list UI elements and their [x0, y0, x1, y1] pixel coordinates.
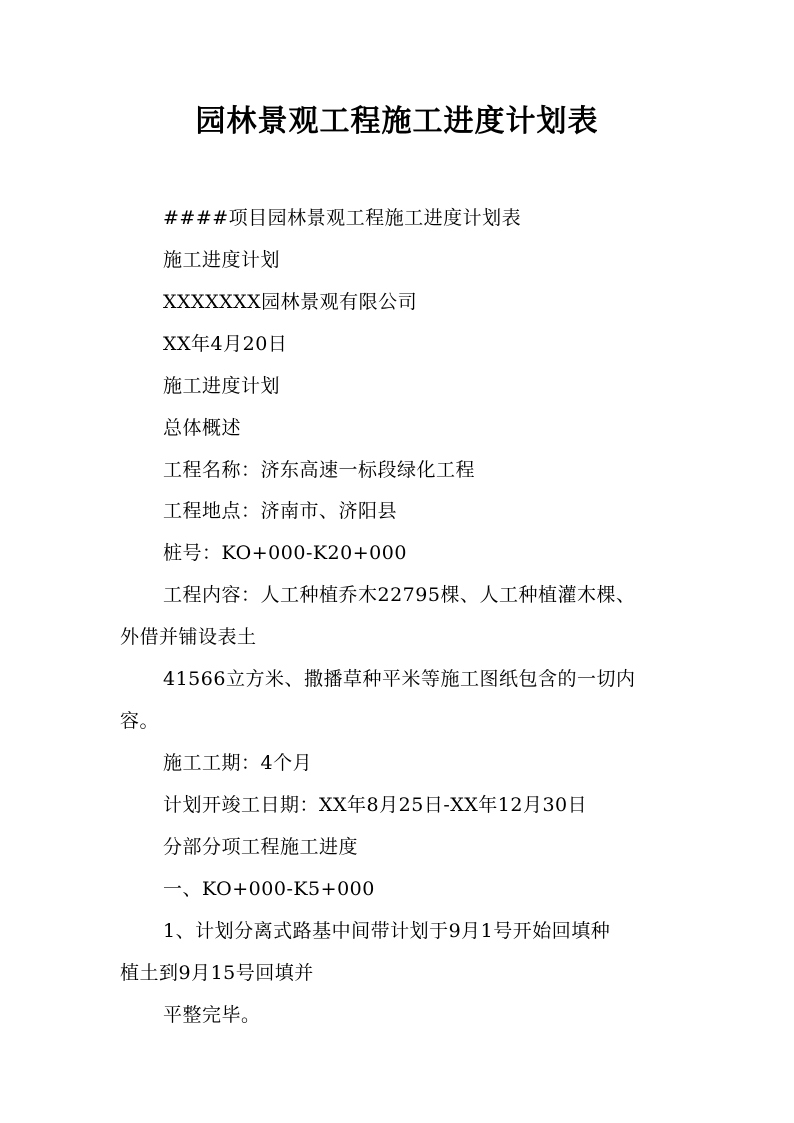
work-content-quantity-line: 41566立方米、撒播草种平米等施工图纸包含的一切内	[163, 668, 636, 690]
subsection-progress-heading: 分部分项工程施工进度	[163, 836, 359, 858]
company-name-line: XXXXXXX园林景观有限公司	[163, 291, 418, 313]
document-title: 园林景观工程施工进度计划表	[195, 104, 599, 139]
planned-dates-line: 计划开竣工日期：XX年8月25日-XX年12月30日	[163, 794, 588, 816]
work-content-line: 工程内容：人工种植乔木22795棵、人工种植灌木棵、	[163, 584, 636, 606]
item-one-line: 1、计划分离式路基中间带计划于9月1号开始回填种	[163, 920, 611, 942]
station-number-line: 桩号：KO+000-K20+000	[163, 542, 407, 564]
schedule-label-line: 施工进度计划	[163, 249, 281, 271]
section-one-heading: 一、KO+000-K5+000	[163, 878, 375, 900]
project-location-line: 工程地点：济南市、济阳县	[163, 500, 398, 522]
project-name-line: 工程名称：济东高速一标段绿化工程	[163, 459, 476, 481]
schedule-label-line-2: 施工进度计划	[163, 375, 281, 397]
work-content-end-line: 容。	[120, 710, 160, 732]
overview-heading: 总体概述	[163, 417, 242, 439]
item-one-end-line: 平整完毕。	[163, 1004, 261, 1026]
date-line: XX年4月20日	[163, 333, 288, 355]
work-content-wrap-line: 外借并铺设表土	[120, 626, 257, 648]
project-heading-line: ####项目园林景观工程施工进度计划表	[163, 207, 522, 229]
construction-period-line: 施工工期：4个月	[163, 752, 313, 774]
item-one-wrap-line: 植土到9月15号回填并	[120, 962, 314, 984]
